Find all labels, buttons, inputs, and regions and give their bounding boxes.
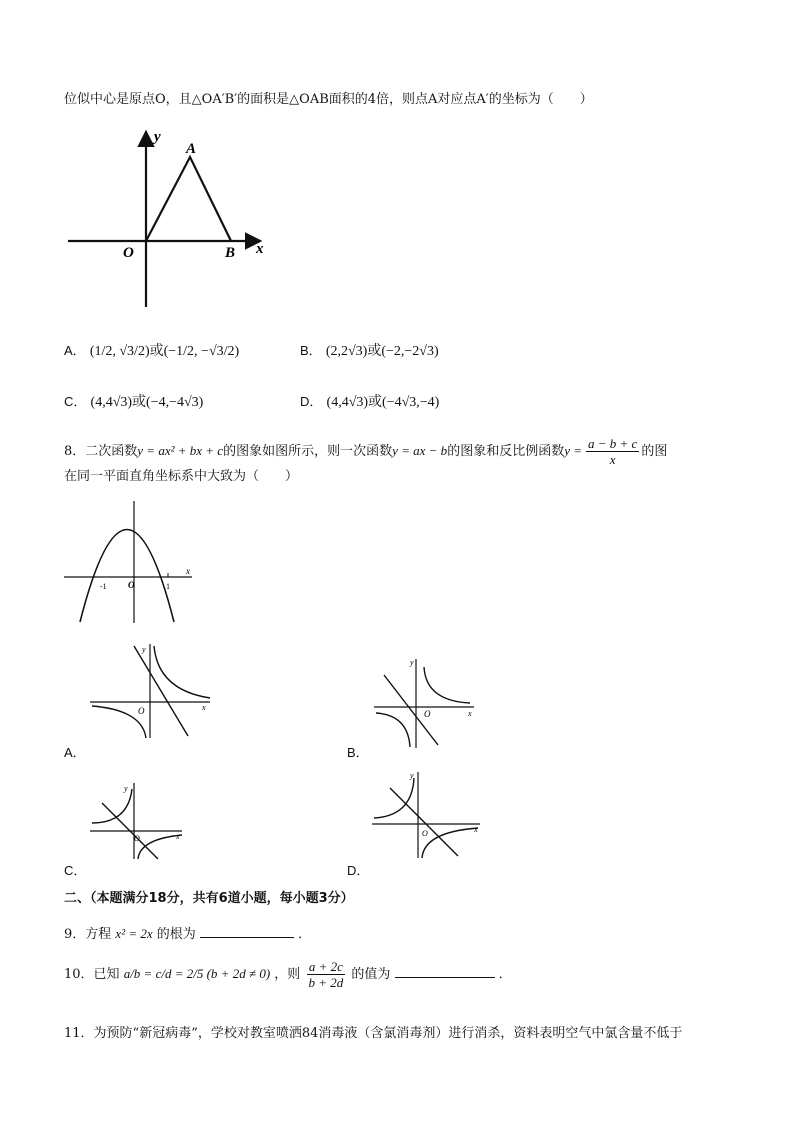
q7-option-B-text: (2,2√3)或(−2,−2√3) <box>325 344 439 359</box>
q8-parabola-curve <box>80 530 174 623</box>
svg-text:y: y <box>410 658 414 667</box>
svg-text:O: O <box>134 834 140 843</box>
q7-figure <box>66 124 276 310</box>
q8-inv-fn-den: x <box>609 452 616 467</box>
section2-title-text: 二、（本题满分18分，共有6道小题，每小题3分） <box>64 891 354 906</box>
svg-text:x: x <box>202 703 206 712</box>
q10-expr-num: a + 2c <box>308 959 343 974</box>
q8-graph-C <box>88 779 188 861</box>
q8-option-B[interactable] <box>347 744 369 763</box>
q7-label-y: y <box>154 129 161 145</box>
q8-graph-D-line <box>390 788 458 856</box>
q8-parabola-label-O: O <box>128 580 135 590</box>
q8-graph-B <box>372 655 482 750</box>
q7-label-B: B <box>225 245 236 261</box>
q8-parabola-label-x: x <box>186 566 190 576</box>
q9-prefix: 9．方程 <box>64 927 112 942</box>
q7-option-A-label: A． <box>64 343 86 358</box>
q7-option-A-text: (1/2, √3/2)或(−1/2, −√3/2) <box>89 344 240 359</box>
q8-option-B-label: B． <box>347 745 369 760</box>
svg-text:x: x <box>176 832 180 841</box>
q7-stem-text: 位似中心是原点O，且△OA′B′的面积是△OAB面积的4倍，则点A对应点A′的坐标为（ ） <box>64 92 593 107</box>
q8-graph-A-hyperbola-upper <box>154 646 210 698</box>
q7-option-D[interactable] <box>300 393 439 412</box>
svg-text:x: x <box>468 709 472 718</box>
q10-answer-blank[interactable] <box>395 977 495 978</box>
q7-label-x: x <box>256 241 264 257</box>
q7-stem <box>64 91 593 109</box>
q10-prefix: 10．已知 <box>64 967 120 982</box>
q8-graph-A-line <box>134 646 188 736</box>
section2-title <box>64 890 354 908</box>
q11-text: 11．为预防“新冠病毒”，学校对教室喷洒84消毒液（含氯消毒剂）进行消杀，资料表明空气中氯含量不低于 <box>64 1026 683 1041</box>
q7-triangle <box>146 157 231 241</box>
q7-label-O: O <box>123 245 134 261</box>
q7-label-A: A <box>186 141 197 157</box>
svg-text:O: O <box>422 829 428 838</box>
q7-option-A[interactable] <box>64 342 239 361</box>
q7-option-D-text: (4,4√3)或(−4√3,−4) <box>326 395 440 410</box>
q8-inv-fn-frac <box>586 436 639 467</box>
q8-stem-line1 <box>64 436 667 467</box>
q8-stem-line2 <box>64 468 298 486</box>
q8-option-C-label: C． <box>64 863 87 878</box>
q10-suffix: 的值为 <box>351 967 391 982</box>
q8-option-C[interactable] <box>64 862 86 881</box>
svg-text:O: O <box>138 706 145 716</box>
q10-expr-frac <box>306 959 345 990</box>
q10-condition: a/b = c/d = 2/5 (b + 2d ≠ 0) <box>123 966 271 981</box>
svg-text:y: y <box>124 784 128 793</box>
q8-stem-line2-text: 在同一平面直角坐标系中大致为（ ） <box>64 469 299 484</box>
svg-text:x: x <box>474 825 478 834</box>
q8-option-A-label: A． <box>64 745 86 760</box>
svg-text:y: y <box>142 645 146 654</box>
q9-equation: x² = 2x <box>115 926 153 941</box>
q8-stem-part3: 的图象和反比例函数 <box>447 444 565 459</box>
q10-end: ． <box>498 967 512 982</box>
q7-option-B[interactable] <box>300 342 439 361</box>
q8-option-D[interactable] <box>347 862 369 881</box>
q9 <box>64 925 311 944</box>
q10 <box>64 959 512 990</box>
q8-option-A[interactable] <box>64 744 86 763</box>
q9-end: ． <box>298 927 312 942</box>
q8-option-D-label: D． <box>347 863 370 878</box>
q8-graph-D <box>370 768 484 860</box>
q7-option-C-text: (4,4√3)或(−4,−4√3) <box>90 395 204 410</box>
q7-option-C[interactable] <box>64 393 203 412</box>
q10-mid: ，则 <box>274 967 301 982</box>
q7-option-D-label: D． <box>300 394 323 409</box>
q8-inv-fn-num: a − b + c <box>588 436 638 451</box>
q8-parabola-figure <box>62 497 202 625</box>
q8-graph-A <box>88 640 218 740</box>
q8-parabola-label-1: 1 <box>166 582 170 591</box>
q8-inv-fn-lhs: y = <box>564 443 582 458</box>
q8-parabola-label-neg1: -1 <box>100 582 107 591</box>
q8-lin-fn: y = ax − b <box>392 443 448 458</box>
q9-answer-blank[interactable] <box>200 937 294 938</box>
q7-option-C-label: C． <box>64 394 87 409</box>
q8-stem-part4: 的图 <box>641 444 668 459</box>
q11 <box>64 1025 682 1043</box>
q8-quad-fn: y = ax² + bx + c <box>137 443 224 458</box>
q8-stem-part2: 的图象如图所示，则一次函数 <box>223 444 393 459</box>
svg-text:y: y <box>410 771 414 780</box>
svg-text:O: O <box>424 709 431 719</box>
q8-stem-part1: 8．二次函数 <box>64 444 138 459</box>
q7-option-B-label: B． <box>300 343 322 358</box>
q9-suffix: 的根为 <box>156 927 196 942</box>
q10-expr-den: b + 2d <box>308 975 344 990</box>
